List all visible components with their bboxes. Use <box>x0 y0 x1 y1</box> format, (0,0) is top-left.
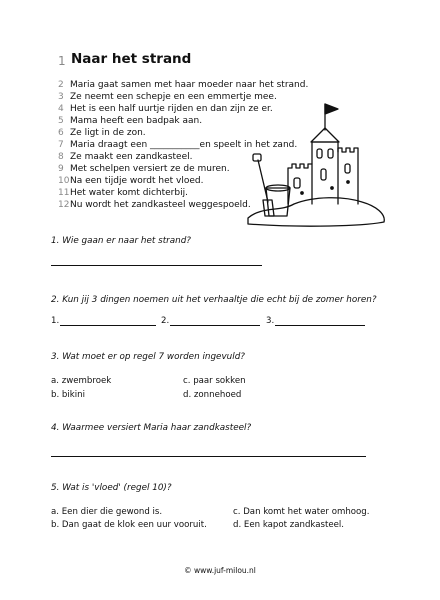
option-c: c. Dan komt het water omhoog. <box>233 507 370 517</box>
line-text: Ze ligt in de zon. <box>70 128 146 138</box>
line-number: 3 <box>58 92 64 102</box>
blank-label-3: 3. <box>266 316 275 326</box>
answer-line-q4[interactable] <box>51 456 366 457</box>
line-text: Het water komt dichterbij. <box>70 188 188 198</box>
question-1: 1. Wie gaan er naar het strand? <box>51 236 191 246</box>
line-number: 6 <box>58 128 64 138</box>
blank-label-2: 2. <box>161 316 170 326</box>
line-number: 8 <box>58 152 64 162</box>
option-b: b. Dan gaat de klok een uur vooruit. <box>51 520 207 530</box>
question-4: 4. Waarmee versiert Maria haar zandkasteel? <box>51 423 252 433</box>
story-line <box>58 104 273 116</box>
option-d: d. Een kapot zandkasteel. <box>233 520 345 530</box>
option-a: a. Een dier die gewond is. <box>51 507 163 517</box>
line-number: 11 <box>58 188 70 198</box>
answer-line-q2-2[interactable] <box>170 325 260 326</box>
line-number: 7 <box>58 140 64 150</box>
line-number: 5 <box>58 116 64 126</box>
line-text: Ze neemt een schepje en een emmertje mee. <box>70 92 277 102</box>
answer-line-q2-1[interactable] <box>60 325 156 326</box>
line-text: Het is een half uurtje rijden en dan zijn ze er. <box>70 104 273 114</box>
copyright-footer: © www.juf-milou.nl <box>184 566 256 575</box>
option-d: d. zonnehoed <box>183 390 242 400</box>
story-line <box>58 200 251 212</box>
option-b: b. bikini <box>51 390 85 400</box>
line-text: Mama heeft een badpak aan. <box>70 116 203 126</box>
title-line-number: 1 <box>58 54 66 68</box>
option-c: c. paar sokken <box>183 376 246 386</box>
story-line <box>58 188 188 200</box>
answer-line-q1[interactable] <box>51 265 262 266</box>
line-number: 4 <box>58 104 64 114</box>
question-3: 3. Wat moet er op regel 7 worden ingevuld? <box>51 352 245 362</box>
line-text: Met schelpen versiert ze de muren. <box>70 164 230 174</box>
story-line <box>58 164 230 176</box>
line-text: Maria draagt een ___________en speelt in het zand. <box>70 140 298 150</box>
question-2: 2. Kun jij 3 dingen noemen uit het verhaaltje die echt bij de zomer horen? <box>51 295 377 305</box>
line-text: Maria gaat samen met haar moeder naar het strand. <box>70 80 309 90</box>
answer-line-q2-3[interactable] <box>275 325 365 326</box>
sandcastle-illustration-icon <box>244 92 390 230</box>
story-line <box>58 116 202 128</box>
line-text: Nu wordt het zandkasteel weggespoeld. <box>70 200 251 210</box>
line-number: 9 <box>58 164 64 174</box>
line-text: Ze maakt een zandkasteel. <box>70 152 193 162</box>
story-line <box>58 176 203 188</box>
story-line <box>58 152 192 164</box>
story-line <box>58 80 308 92</box>
line-number: 2 <box>58 80 64 90</box>
option-a: a. zwembroek <box>51 376 112 386</box>
line-text: Na een tijdje wordt het vloed. <box>70 176 204 186</box>
question-5: 5. Wat is 'vloed' (regel 10)? <box>51 483 172 493</box>
story-line <box>58 128 146 140</box>
blank-label-1: 1. <box>51 316 60 326</box>
page-title: Naar het strand <box>71 51 192 67</box>
line-number: 12 <box>58 200 70 210</box>
line-number: 10 <box>58 176 70 186</box>
